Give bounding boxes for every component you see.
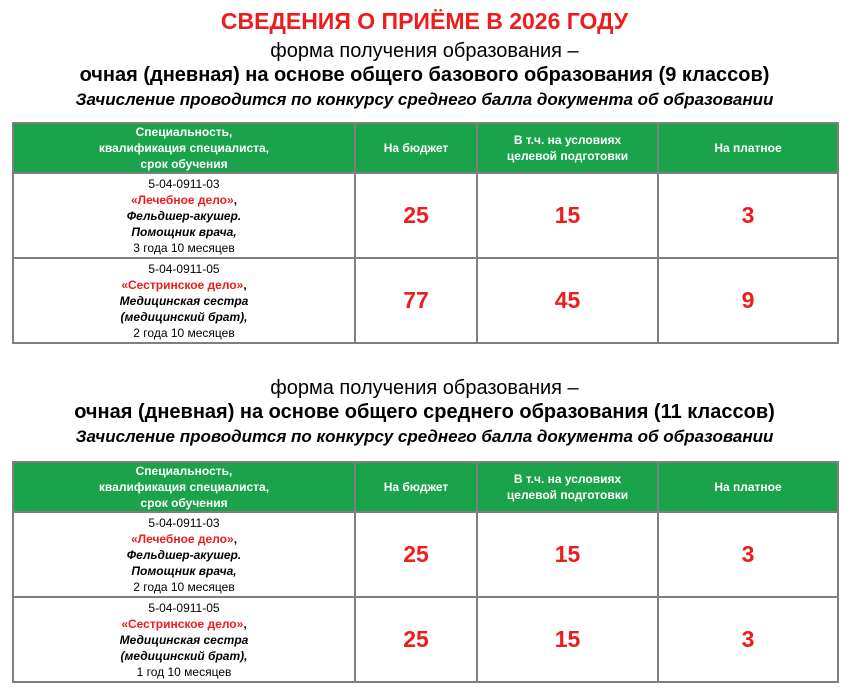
specialty-code: 5-04-0911-05 bbox=[148, 600, 220, 615]
paid-places: 9 bbox=[658, 258, 838, 343]
table-row bbox=[13, 597, 838, 682]
specialty-code: 5-04-0911-03 bbox=[148, 515, 220, 530]
specialty-name: «Сестринское дело» bbox=[121, 277, 244, 292]
target-places: 15 bbox=[477, 512, 658, 597]
header-specialty-line: срок обучения bbox=[140, 496, 228, 510]
study-duration: 1 год 10 месяцев bbox=[136, 664, 232, 679]
education-basis-label: очная (дневная) на основе общего среднего образования (11 классов) bbox=[74, 401, 775, 423]
target-places: 15 bbox=[477, 597, 658, 682]
qualification-line: Медицинская сестра bbox=[119, 632, 249, 647]
admission-section-9-grades bbox=[0, 39, 849, 111]
specialty-name-line bbox=[14, 192, 354, 208]
table-row bbox=[13, 258, 838, 343]
specialty-cell bbox=[13, 512, 355, 597]
header-specialty-line: квалификация специалиста, bbox=[98, 480, 270, 494]
header-specialty bbox=[13, 123, 355, 173]
budget-places: 25 bbox=[355, 512, 477, 597]
specialty-name: «Лечебное дело» bbox=[130, 192, 234, 207]
specialty-name: «Лечебное дело» bbox=[130, 531, 234, 546]
education-basis-label: очная (дневная) на основе общего базового образования (9 классов) bbox=[79, 64, 770, 86]
specialty-code: 5-04-0911-03 bbox=[148, 176, 220, 191]
qualification-line: Помощник врача, bbox=[131, 224, 237, 239]
budget-places: 77 bbox=[355, 258, 477, 343]
header-specialty-line: Специальность, bbox=[135, 464, 233, 478]
qualification-line: Медицинская сестра bbox=[119, 293, 249, 308]
target-places: 15 bbox=[477, 173, 658, 258]
header-specialty-line: квалификация специалиста, bbox=[98, 141, 270, 155]
header-target-line: В т.ч. на условиях bbox=[513, 133, 622, 147]
study-duration: 3 года 10 месяцев bbox=[133, 240, 235, 255]
admission-table-11-grades bbox=[12, 461, 839, 683]
specialty-name-comma: , bbox=[233, 531, 238, 546]
header-specialty-line: срок обучения bbox=[140, 157, 228, 171]
admission-section-11-grades bbox=[0, 376, 849, 448]
qualification-line: Помощник врача, bbox=[131, 563, 237, 578]
table-header-row bbox=[13, 123, 838, 173]
specialty-name-comma: , bbox=[243, 277, 247, 292]
specialty-code: 5-04-0911-05 bbox=[148, 261, 220, 276]
specialty-name-comma: , bbox=[233, 192, 238, 207]
table-row bbox=[13, 512, 838, 597]
paid-places: 3 bbox=[658, 597, 838, 682]
specialty-name-comma: , bbox=[243, 616, 247, 631]
qualification-line: Фельдшер-акушер. bbox=[126, 208, 242, 223]
study-duration: 2 года 10 месяцев bbox=[133, 325, 235, 340]
budget-places: 25 bbox=[355, 173, 477, 258]
specialty-cell bbox=[13, 173, 355, 258]
study-duration: 2 года 10 месяцев bbox=[133, 579, 235, 594]
paid-places: 3 bbox=[658, 173, 838, 258]
education-form-label: форма получения образования – bbox=[270, 40, 579, 62]
header-paid: На платное bbox=[658, 123, 838, 173]
enrollment-note: Зачисление проводится по конкурсу среднего балла документа об образовании bbox=[75, 90, 774, 109]
header-target bbox=[477, 462, 658, 512]
page-title: СВЕДЕНИЯ О ПРИЁМЕ В 2026 ГОДУ bbox=[220, 8, 629, 34]
budget-places: 25 bbox=[355, 597, 477, 682]
header-target-line: целевой подготовки bbox=[506, 149, 629, 163]
target-places: 45 bbox=[477, 258, 658, 343]
specialty-cell bbox=[13, 597, 355, 682]
header-target-line: целевой подготовки bbox=[506, 488, 629, 502]
table-header-row bbox=[13, 462, 838, 512]
table-row bbox=[13, 173, 838, 258]
header-target-line: В т.ч. на условиях bbox=[513, 472, 622, 486]
header-budget: На бюджет bbox=[355, 462, 477, 512]
specialty-cell bbox=[13, 258, 355, 343]
header-specialty-line: Специальность, bbox=[135, 125, 233, 139]
paid-places: 3 bbox=[658, 512, 838, 597]
specialty-name-line bbox=[14, 277, 354, 293]
specialty-name-line bbox=[14, 531, 354, 547]
header-specialty bbox=[13, 462, 355, 512]
header-target bbox=[477, 123, 658, 173]
education-form-label: форма получения образования – bbox=[270, 377, 579, 399]
specialty-name: «Сестринское дело» bbox=[121, 616, 244, 631]
header-paid: На платное bbox=[658, 462, 838, 512]
specialty-name-line bbox=[14, 616, 354, 632]
enrollment-note: Зачисление проводится по конкурсу среднего балла документа об образовании bbox=[75, 427, 774, 446]
qualification-line: Фельдшер-акушер. bbox=[126, 547, 242, 562]
qualification-line: (медицинский брат), bbox=[120, 309, 248, 324]
qualification-line: (медицинский брат), bbox=[120, 648, 248, 663]
admission-table-9-grades bbox=[12, 122, 839, 344]
header-budget: На бюджет bbox=[355, 123, 477, 173]
